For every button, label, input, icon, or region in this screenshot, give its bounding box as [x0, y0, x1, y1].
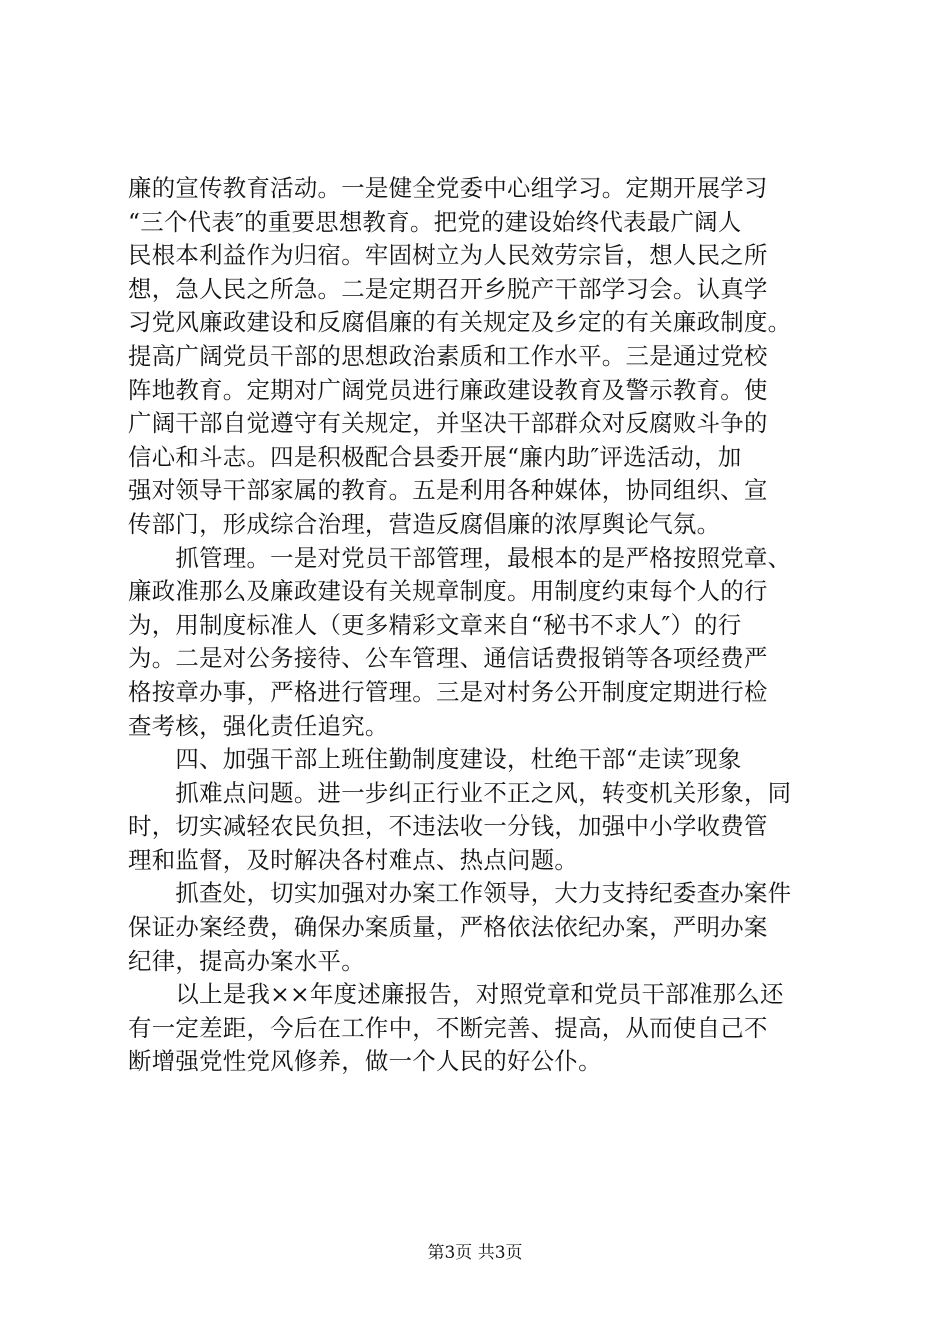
text-line: 有一定差距，今后在工作中，不断完善、提高，从而使自己不	[128, 1013, 768, 1042]
text-line: 廉的宣传教育活动。一是健全党委中心组学习。定期开展学习	[128, 174, 768, 202]
text-line: 断增强党性党风修养，做一个人民的好公仆。	[128, 1047, 602, 1076]
text-line: 阵地教育。定期对广阔党员进行廉政建设教育及警示教育。使	[128, 375, 768, 404]
text-line: 廉政准那么及廉政建设有关规章制度。用制度约束每个人的行	[128, 577, 768, 606]
text-line: 为。二是对公务接待、公车管理、通信话费报销等各项经费严	[128, 644, 768, 673]
text-line: 纪律，提高办案水平。	[128, 946, 365, 975]
text-line: “三个代表″的重要思想教育。把党的建设始终代表最广阔人	[128, 207, 742, 236]
text-line: 抓难点问题。进一步纠正行业不正之风，转变机关形象，同	[128, 778, 792, 807]
text-line: 想，急人民之所急。二是定期召开乡脱产干部学习会。认真学	[128, 274, 768, 303]
text-line: 抓查处，切实加强对办案工作领导，大力支持纪委查办案件	[128, 879, 792, 908]
text-line: 提高广阔党员干部的思想政治素质和工作水平。三是通过党校	[128, 341, 768, 370]
text-line: 以上是我××年度述廉报告，对照党章和党员干部准那么还	[128, 980, 784, 1009]
page-number-footer: 第3页 共3页	[427, 1243, 523, 1263]
text-line: 四、加强干部上班住勤制度建设，杜绝干部“走读″现象	[128, 745, 742, 774]
text-line: 格按章办事，严格进行管理。三是对村务公开制度定期进行检	[128, 677, 768, 706]
text-line: 查考核，强化责任追究。	[128, 711, 389, 740]
text-line: 时，切实减轻农民负担，不违法收一分钱，加强中小学收费管	[128, 812, 768, 841]
text-line: 广阔干部自觉遵守有关规定，并坚决干部群众对反腐败斗争的	[128, 409, 768, 438]
text-line: 抓管理。一是对党员干部管理，最根本的是严格按照党章、	[128, 543, 792, 572]
text-line: 传部门，形成综合治理，营造反腐倡廉的浓厚舆论气氛。	[128, 509, 721, 538]
text-line: 民根本利益作为归宿。牢固树立为人民效劳宗旨，想人民之所	[128, 241, 768, 270]
text-line: 信心和斗志。四是积极配合县委开展“廉内助″评选活动，加	[128, 442, 742, 471]
text-line: 强对领导干部家属的教育。五是利用各种媒体，协同组织、宣	[128, 476, 768, 505]
text-line: 保证办案经费，确保办案质量，严格依法依纪办案，严明办案	[128, 913, 768, 942]
text-line: 理和监督，及时解决各村难点、热点问题。	[128, 845, 579, 874]
text-line: 为，用制度标准人（更多精彩文章来自“秘书不求人″）的行	[128, 610, 742, 639]
document-body	[128, 172, 848, 1079]
text-line: 习党风廉政建设和反腐倡廉的有关规定及乡定的有关廉政制度。	[128, 308, 792, 337]
